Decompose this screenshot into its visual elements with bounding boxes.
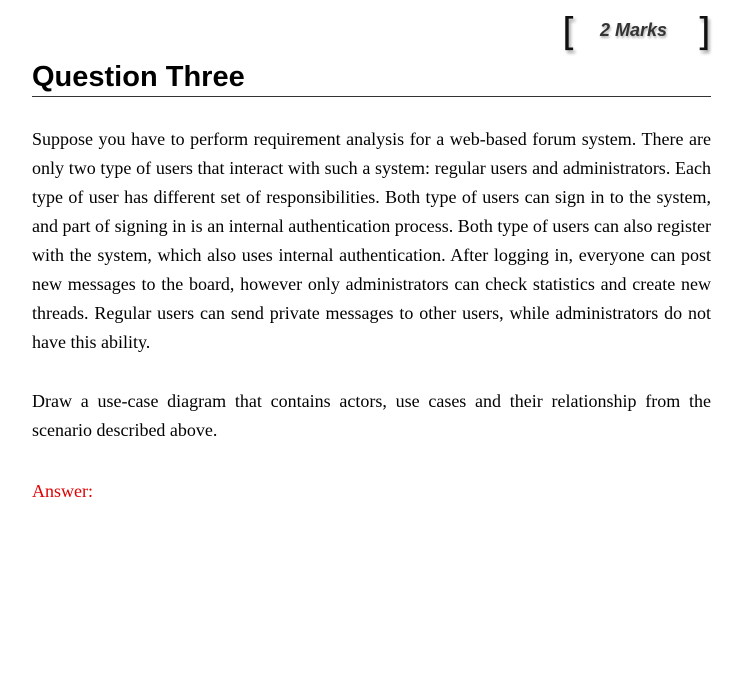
answer-label: Answer: xyxy=(32,481,93,501)
marks-badge xyxy=(562,10,712,56)
title-divider xyxy=(32,96,711,97)
marks-left-bracket: [ xyxy=(562,10,577,54)
scenario-paragraph: Suppose you have to perform requirement analysis for a web-based forum system. There are only two type of users that interact with such a system: regular users and administrators. Each type of user has different set of responsibilities. Both type of users can sign in to the system, and part of signing in is an internal authentication process. Both type of users can also register with the system, which also uses internal authentication. After logging in, everyone can post new messages to the board, however only administrators can check statistics and create new threads. Regular users can send private messages to other users, while administrators do not have this ability. xyxy=(32,129,711,352)
instruction-paragraph: Draw a use-case diagram that contains actors, use cases and their relationship from the scenario described above. xyxy=(32,391,711,440)
question-title: Question Three xyxy=(32,61,245,93)
marks-right-bracket: ] xyxy=(696,10,711,54)
marks-label: 2 Marks xyxy=(600,20,668,40)
